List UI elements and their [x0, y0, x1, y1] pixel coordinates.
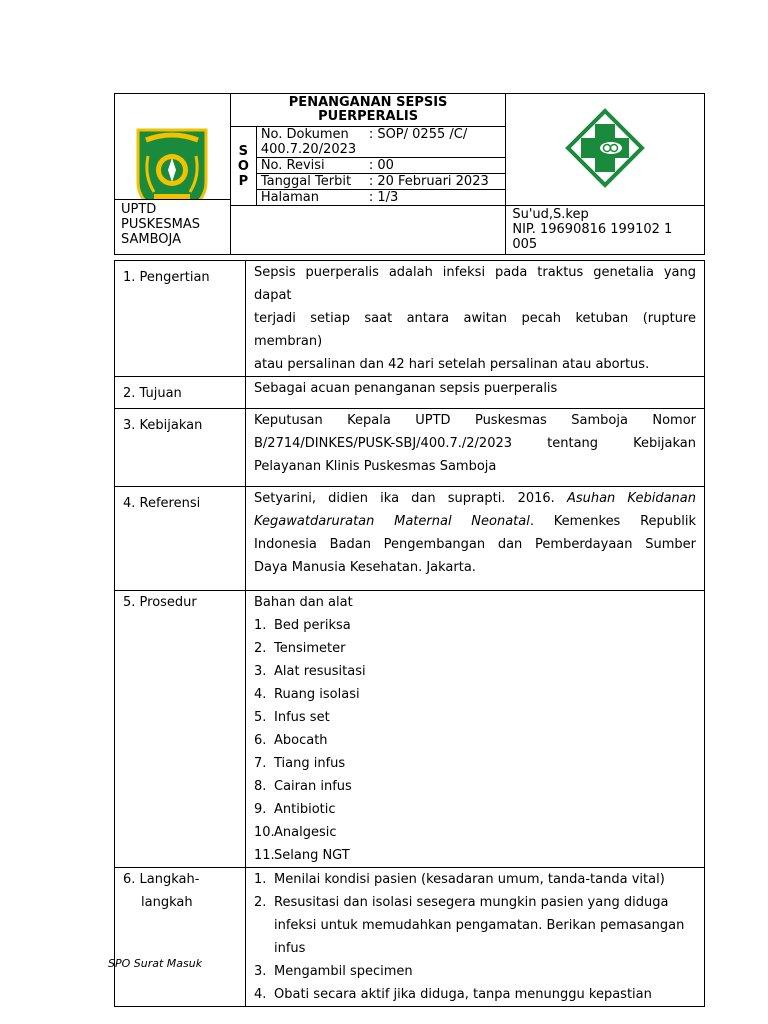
kebijakan-label: 3. Kebijakan: [115, 409, 246, 487]
prosedur-item-list: [254, 614, 696, 867]
organization-name: UPTD PUSKESMAS SAMBOJA: [115, 199, 230, 247]
referensi-content: Setyarini, didien ika dan suprapti. 2016. Asuhan Kebidanan Kegawatdaruratan Maternal Neonatal. Kemenkes Republik Indonesia Badan Pengembangan dan Pemberdayaan Sumber Daya Manusia Kesehatan. Jakarta.: [246, 487, 705, 591]
prosedur-label: 5. Prosedur: [115, 591, 246, 868]
footer-label: SPO Surat Masuk: [108, 957, 203, 970]
list-item: 1. Bed periksa: [254, 618, 351, 633]
halaman-row: Halaman : 1/3: [256, 190, 506, 206]
list-item: 1. Menilai kondisi pasien (kesadaran umum, tanda-tanda vital): [254, 872, 665, 887]
empty-middle-cell: [230, 206, 505, 255]
list-item: 2. Tensimeter: [254, 641, 346, 656]
no-revisi-row: No. Revisi : 00: [256, 158, 506, 174]
signer-cell: Su'ud,S.kep NIP. 19690816 199102 1 005: [506, 206, 705, 255]
list-item: 7. Tiang infus: [254, 756, 346, 771]
list-item: 3. Alat resusitasi: [254, 664, 366, 679]
list-item: 10. Analgesic: [254, 825, 337, 840]
tujuan-label: 2. Tujuan: [115, 377, 246, 409]
sop-body-table: [114, 260, 705, 1007]
langkah-step-list: [254, 868, 696, 1006]
row-langkah: [115, 868, 705, 1007]
row-referensi: [115, 487, 705, 591]
row-tujuan: [115, 377, 705, 409]
row-kebijakan: [115, 409, 705, 487]
list-item: 6. Abocath: [254, 733, 328, 748]
pengertian-content: Sepsis puerperalis adalah infeksi pada traktus genetalia yang dapat terjadi setiap saat antara awitan pecah ketuban (rupture membran) atau persalinan dan 42 hari setelah persalinan atau abortus.: [246, 261, 705, 377]
row-prosedur: [115, 591, 705, 868]
langkah-label: 6. Langkah- langkah: [115, 868, 246, 1007]
prosedur-heading: Bahan dan alat: [254, 595, 353, 610]
signer-nip: NIP. 19690816 199102 1: [512, 222, 673, 237]
title-line-1: PENANGANAN SEPSIS: [288, 95, 448, 110]
tanggal-terbit-row: Tanggal Terbit : 20 Februari 2023: [256, 174, 506, 190]
list-item: 9. Antibiotic: [254, 802, 336, 817]
health-logo-cell: [506, 94, 705, 206]
title-line-2: PUERPERALIS: [318, 109, 419, 124]
document-title: [230, 94, 505, 127]
langkah-content: [246, 868, 705, 1007]
prosedur-content: [246, 591, 705, 868]
pengertian-label: 1. Pengertian: [115, 261, 246, 377]
row-pengertian: [115, 261, 705, 377]
list-item: 11. Selang NGT: [254, 848, 350, 863]
tujuan-content: Sebagai acuan penanganan sepsis puerperalis: [246, 377, 705, 409]
puskesmas-logo: [565, 108, 645, 188]
list-item: 4. Obati secara aktif jika diduga, tanpa menunggu kepastian: [254, 987, 652, 1002]
list-item: 8. Cairan infus: [254, 779, 352, 794]
sop-label: S O P: [230, 127, 256, 206]
kebijakan-content: Keputusan Kepala UPTD Puskesmas Samboja Nomor B/2714/DINKES/PUSK-SBJ/400.7./2/2023 tentang Kebijakan Pelayanan Klinis Puskesmas Samboja: [246, 409, 705, 487]
list-item: 3. Mengambil specimen: [254, 964, 413, 979]
list-item: 2. Resusitasi dan isolasi sesegera mungkin pasien yang diduga infeksi untuk memudahkan pengamatan. Berikan pemasangan infus: [254, 895, 685, 956]
signer-name: Su'ud,S.kep: [512, 207, 589, 222]
list-item: 4. Ruang isolasi: [254, 687, 360, 702]
no-dokumen-row: No. Dokumen : SOP/ 0255 /C/ 400.7.20/2023: [256, 127, 506, 158]
referensi-label: 4. Referensi: [115, 487, 246, 591]
list-item: 5. Infus set: [254, 710, 330, 725]
